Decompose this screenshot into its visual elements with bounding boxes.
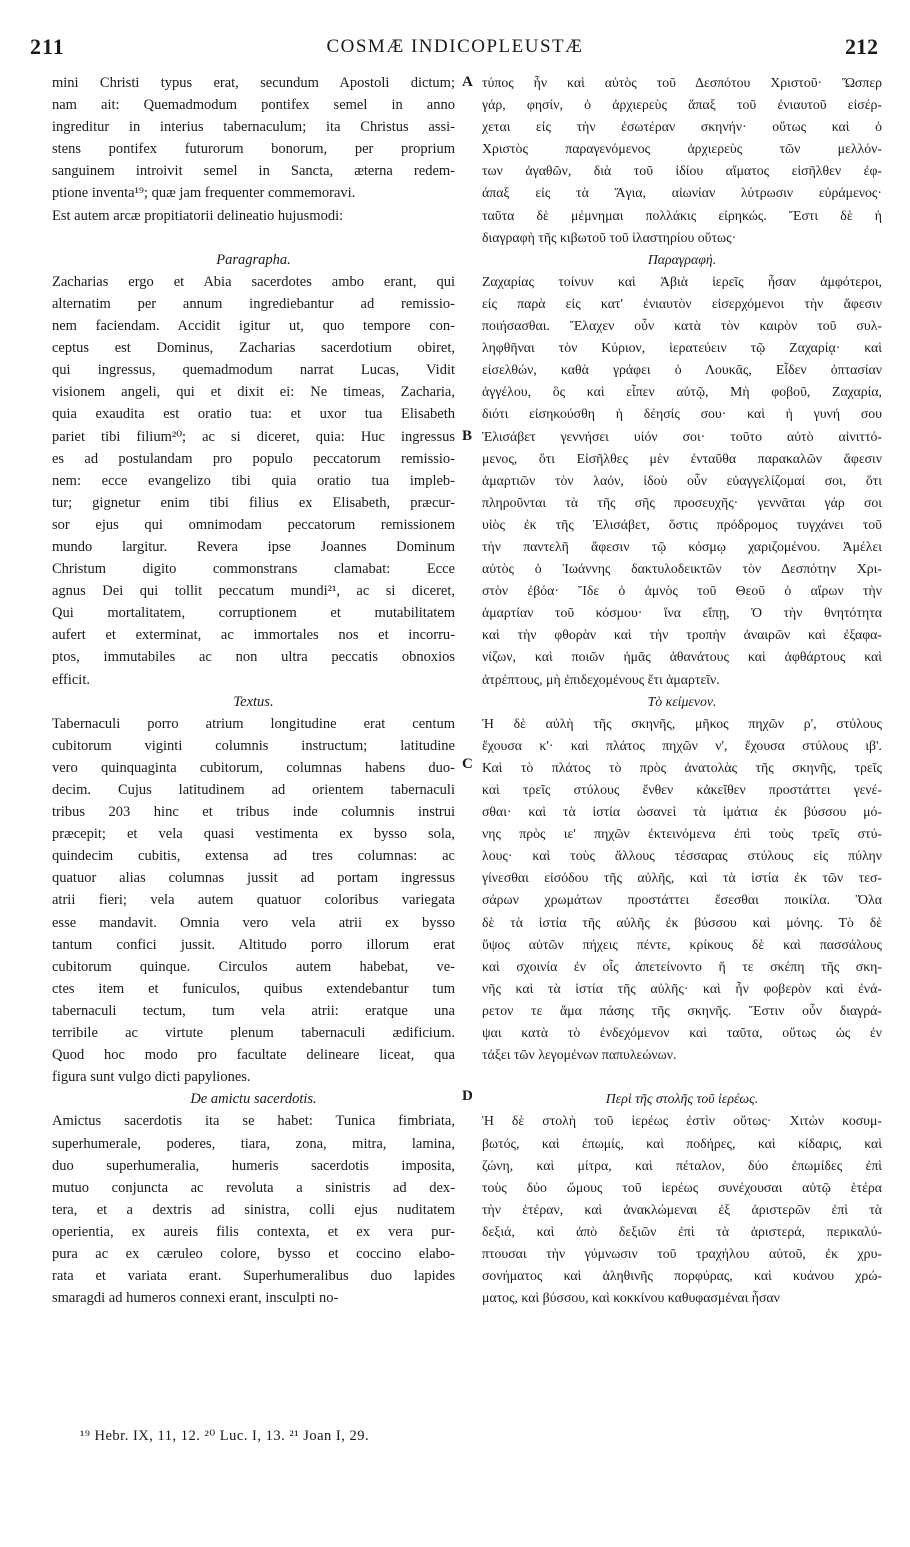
latin-line: duo superhumeralia, humeris sacerdotis imposita, <box>52 1157 455 1174</box>
margin-letter-a: A <box>462 74 473 90</box>
latin-line: tribus 203 hinc et tribus inde columnis instrui <box>52 804 455 821</box>
greek-line: γίνεσθαι εἰσόδου τῆς αὐλῆς, καὶ τὰ ἱστία ἐκ τῶν τεσ- <box>482 870 882 886</box>
latin-line: ceptus est Dominus, Zacharias sacerdotium obiret, <box>52 340 455 357</box>
latin-line: ctes item et funiculos, quibus extendebantur tum <box>52 980 455 997</box>
greek-line: υἱὸς ἐκ τῆς Ἐλισάβετ, ὅστις πρόδρομος τυγχάνει τοῦ <box>482 516 882 532</box>
greek-line: τὴν ἑτέραν, καὶ ἀνακλώμεναι ἐξ ἀριστερῶν ἐπὶ τὰ <box>482 1201 882 1217</box>
greek-line: καὶ τὴν φθορὰν καὶ τὴν τροπὴν ἀναιρῶν καὶ ἐξαφα- <box>482 627 882 643</box>
greek-line: ἁμαρτίαν τοῦ κόσμου· ἵνα εἴπῃ, Ὁ τὴν θνητότητα <box>482 605 882 621</box>
latin-line: Amictus sacerdotis ita se habet: Tunica fimbriata, <box>52 1113 455 1130</box>
latin-line: nem: ecce evangelizo tibi quia oratio tua impleb- <box>52 472 455 489</box>
greek-line: γάρ, φησίν, ὁ ἀρχιερεὺς ἅπαξ τοῦ ἐνιαυτοῦ εἰσέρ- <box>482 97 882 113</box>
margin-letter-b: B <box>462 428 473 444</box>
greek-line: ληφθῆναι τὸν Κύριον, ἱερατεύειν τῷ Ζαχαρίᾳ· καὶ <box>482 340 882 356</box>
latin-line: figura sunt vulgo dicti papyliones. <box>52 1069 251 1086</box>
latin-line: nem faciendam. Accidit igitur ut, quo tempore con- <box>52 318 455 335</box>
latin-line: Qui mortalitatem, corruptionem et mutabilitatem <box>52 605 455 622</box>
greek-line: Τὸ κείμενον. <box>647 693 717 709</box>
greek-line: ἀτρέπτους, μὴ ἐπιδεχομένους ἔτι ἁμαρτεῖν. <box>482 671 720 687</box>
greek-line: τύπος ἦν καὶ αὐτὸς τοῦ Δεσπότου Χριστοῦ· Ὥσπερ <box>482 75 882 90</box>
greek-line: Ζαχαρίας τοίνυν καὶ Ἀβιὰ ἱερεῖς ἦσαν ἀμφότεροι, <box>482 273 882 289</box>
page-number-left: 211 <box>30 34 65 59</box>
greek-line: ποιήσασθαι. Ἔλαχεν οὖν κατὰ τὸν καιρὸν τοῦ συλ- <box>482 318 882 334</box>
greek-line: διότι εἰσηκούσθη ἡ δέησίς σου· καὶ ἡ γυνή σου <box>482 406 882 422</box>
greek-line: εἰσελθών, καθὰ γράφει ὁ Λουκᾶς, Εἶδεν ὀπτασίαν <box>482 362 882 378</box>
footnotes: ¹⁹ Hebr. IX, 11, 12. ²⁰ Luc. I, 13. ²¹ Joan I, 29. <box>80 1428 370 1444</box>
greek-line: ἀγγέλου, ὃς καὶ εἶπεν αὐτῷ, Μὴ φοβοῦ, Ζαχαρία, <box>482 384 882 400</box>
greek-line: σάρων χρωμάτων προστάττει ἔσεσθαι ποικίλα. Ὅλα <box>482 892 882 908</box>
latin-line: operientia, ex aureis filis contexta, et ex vera pur- <box>52 1223 455 1240</box>
margin-letter-c: C <box>462 756 473 772</box>
latin-line: Christum digito commonstrans clamabat: Ecce <box>52 561 455 578</box>
greek-line: Περὶ τῆς στολῆς τοῦ ἱερέως. <box>605 1091 759 1107</box>
latin-line: pura ac ex cæruleo colore, bysso et coccino elabo- <box>52 1245 455 1262</box>
greek-line: σονήματος καὶ ἀληθινῆς πορφύρας, καὶ κυάνου χρώ- <box>482 1268 882 1284</box>
greek-line: ματος, καὶ βύσσου, καὶ κοκκίνου καθυφασμέναι ἦσαν <box>482 1290 780 1306</box>
greek-line: Ἡ δὲ αὐλὴ τῆς σκηνῆς, μῆκος πηχῶν ρ', στύλους <box>482 715 882 731</box>
latin-line: alternatim per annum ingrediebantur ad remissio- <box>52 295 455 312</box>
greek-line: λους· καὶ τοὺς ἄλλους τέσσαρας στύλους εἰς πύλην <box>482 848 882 864</box>
greek-line: Παραγραφή. <box>647 251 717 267</box>
greek-line: χεται εἰς τὴν ἐσωτέραν σκηνήν· οὕτως καὶ ὁ <box>482 119 882 135</box>
latin-line: tantum confici jussit. Altitudo porro illorum erat <box>52 936 455 953</box>
greek-line: σθαι· καὶ τὰ ἱστία ὡσανεὶ τὰ ἱμάτια ἐκ βύσσου μό- <box>482 804 882 820</box>
latin-column <box>52 72 455 1309</box>
greek-line: ψαι κατὰ τὸ ἐνδεχόμενον καὶ ταῦτα, οὕτως ὡς ἐν <box>482 1025 882 1041</box>
greek-line <box>482 1066 882 1088</box>
greek-line: δεξιά, καὶ ἀπὸ δεξιῶν ἐπὶ τὰ ἀριστερά, περικαλύ- <box>482 1223 882 1239</box>
latin-line: agnus Dei qui tollit peccatum mundi²¹, ac si diceret, <box>52 583 455 600</box>
greek-line: ζώνη, καὶ μίτρα, καὶ πέταλον, δύο ἐπωμίδες ἐπὶ <box>482 1157 882 1173</box>
latin-line: pariet tibi filium²⁰; ac si diceret, quia: Huc ingressus <box>52 428 455 445</box>
latin-line: mini Christi typus erat, secundum Apostoli dictum; <box>52 75 455 91</box>
latin-line: stens pontifex futurorum bonorum, per proprium <box>52 141 455 158</box>
latin-line: visionem angeli, qui et dixit ei: Ne timeas, Zacharia, <box>52 384 455 401</box>
latin-line: quindecim cubitis, extensa ad tres columnas: ac <box>52 848 455 865</box>
latin-line: esse mandavit. Omnia vero vela atrii ex bysso <box>52 914 455 931</box>
latin-line: nam ait: Quemadmodum pontifex semel in anno <box>52 97 455 114</box>
margin-letter-d: D <box>462 1088 473 1104</box>
latin-line: tur; gignetur enim tibi filius ex Elisabeth, præcur- <box>52 494 455 511</box>
latin-line: Zacharias ergo et Abia sacerdotes ambo erant, qui <box>52 273 455 290</box>
latin-line: cubitorum viginti columnis instructum; latitudine <box>52 737 455 754</box>
greek-line: ρετον τε ἅμα πάσης τῆς σκηνῆς. Ἔστιν οὖν διαγρά- <box>482 1002 882 1018</box>
greek-column <box>482 72 882 1309</box>
latin-line: præcepit; et vela quasi vestimenta ex bysso sola, <box>52 826 455 843</box>
greek-line: τάξει τῶν λεγομένων παπυλεώνων. <box>482 1047 677 1063</box>
latin-line: rata et variata erant. Superhumeralibus duo lapides <box>52 1268 455 1285</box>
running-title: COSMÆ INDICOPLEUSTÆ <box>326 36 584 57</box>
greek-line: ἁμαρτιῶν τὸν λαόν, ἰδοὺ οὖν εὐαγγελίζομαί σοι, ὅτι <box>482 472 882 488</box>
greek-line: πτουσαι τὴν γύμνωσιν τοῦ τραχήλου αὐτοῦ, ἐκ χρυ- <box>482 1245 882 1261</box>
latin-line: es ad postulandam pro populo peccatorum remissio- <box>52 450 455 467</box>
latin-line: quatuor alias columnas jussit ad portam ingressus <box>52 870 455 887</box>
greek-line: δὲ τὰ ἱστία τῆς αὐλῆς ἐκ βύσσου καὶ μόνης. Τὸ δὲ <box>482 914 882 930</box>
latin-line: ingreditur in interius tabernaculum; ita Christus assi- <box>52 119 455 136</box>
greek-line: νῆς καὶ τὰ ἱστία τῆς αὐλῆς· καὶ ἦν φοβερὸν καὶ ἐνά- <box>482 980 882 996</box>
page-header <box>0 34 910 64</box>
greek-line: των ἀγαθῶν, διὰ τοῦ ἰδίου αἵματος εἰσῆλθεν ἐφ- <box>482 163 882 179</box>
greek-line: καὶ τρεῖς στύλους ἔνθεν κἀκεῖθεν προστάττει γενέ- <box>482 782 882 797</box>
greek-line: διαγραφὴ τῆς κιβωτοῦ τοῦ ἱλαστηρίου οὕτως· <box>482 229 737 245</box>
greek-line: ὕψος αὐτῶν πήχεις πέντε, κρίκους δὲ καὶ πασσάλους <box>482 936 882 952</box>
latin-line: tera, et a dextris ad sinistra, colli ejus nuditatem <box>52 1201 455 1218</box>
latin-line: aufert et exterminat, ac immortales nos et incorru- <box>52 627 455 644</box>
latin-line: ptione inventa¹⁹; quæ jam frequenter commemoravi. <box>52 185 356 202</box>
latin-line: decim. Cujus latitudinem ad orientem tabernaculi <box>52 782 455 798</box>
greek-line: άπαξ εἰς τὰ Ἅγια, αἰωνίαν λύτρωσιν εὑράμενος· <box>482 185 882 201</box>
greek-line: Καὶ τὸ πλάτος τὸ πρὸς ἀνατολὰς τῆς σκηνῆς, τρεῖς <box>482 759 882 775</box>
latin-line: atrii fieri; vela autem quatuor coloribus variegata <box>52 892 455 909</box>
latin-line: qui ingressus, quemadmodum narrat Lucas, Vidit <box>52 362 455 379</box>
greek-line: νης πρὸς ιε' πηχῶν ἐκτεινόμενα ἐπὶ τοὺς τρεῖς στύ- <box>482 826 882 842</box>
latin-line: Paragrapha. <box>216 251 291 268</box>
latin-line: mutuo conjuncta ac revoluta a sinistris ad dex- <box>52 1179 455 1196</box>
latin-line: De amictu sacerdotis. <box>190 1091 317 1108</box>
latin-line <box>52 227 455 249</box>
latin-line: cubitorum quinque. Circulos autem habebat, ve- <box>52 958 455 975</box>
latin-line: superhumerale, poderes, tiara, zona, mitra, lamina, <box>52 1135 455 1152</box>
greek-line: ταῦτα δὲ μέμνημαι πολλάκις εἰρηκώς. Ἔστι δὲ ἡ <box>482 207 882 223</box>
latin-line: Est autem arcæ propitiatorii delineatio hujusmodi: <box>52 207 344 224</box>
greek-line: βωτός, καὶ ἐπωμίς, καὶ ποδήρες, καὶ κίδαρις, καὶ <box>482 1135 882 1151</box>
greek-line: στὸν ἐβόα· Ἴδε ὁ ἀμνὸς τοῦ Θεοῦ ὁ αἴρων τὴν <box>482 583 882 599</box>
greek-line: ἔχουσα κ'· καὶ πλάτος πηχῶν ν', ἔχουσα στύλους ιβ'. <box>482 737 882 753</box>
latin-line: efficit. <box>52 671 90 688</box>
greek-line: πληροῦνται τὰ τῆς σῆς προσευχῆς· γεννᾶται γάρ σοι <box>482 494 882 510</box>
latin-line: quia exaudita est oratio tua: et uxor tua Elisabeth <box>52 406 455 423</box>
greek-line: τοὺς δύο ὤμους τοῦ ἱερέως συνέχουσαι αὐτῷ ἑτέρα <box>482 1179 882 1195</box>
greek-line: Ἡ δὲ στολὴ τοῦ ἱερέως ἐστὶν οὕτως· Χιτὼν κοσυμ- <box>482 1113 882 1129</box>
latin-line: Tabernaculi porro atrium longitudine erat centum <box>52 715 455 732</box>
latin-line: mundo largitur. Revera ipse Joannes Dominum <box>52 538 455 555</box>
page-number-right: 212 <box>845 34 878 59</box>
greek-line: Ἐλισάβετ γεννήσει υἱόν σοι· τοῦτο αὐτὸ αἰνιττό- <box>482 428 882 444</box>
latin-line: vero quinquaginta cubitorum, columnas habens duo- <box>52 759 455 776</box>
latin-line: smaragdi ad humeros connexi erant, insculpti no- <box>52 1290 339 1307</box>
latin-line: Quod hoc modo pro facultate delineare liceat, qua <box>52 1047 455 1064</box>
greek-line: εἰς παρὰ εἰς κατ' ἐνιαυτὸν εἰσερχόμενοι τὴν ἄφεσιν <box>482 295 882 311</box>
latin-line: sor ejus qui omnimodam peccatorum remissionem <box>52 516 455 533</box>
greek-line: τὴν παντελῆ ἄφεσιν τῷ κόσμῳ χαριζομένου. Ἀμέλει <box>482 538 882 554</box>
greek-line: Χριστὸς παραγενόμενος ἀρχιερεὺς τῶν μελλόν- <box>482 141 882 157</box>
greek-line: νίζων, καὶ ποιῶν ἡμᾶς ἀθανάτους καὶ ἀφθάρτους καὶ <box>482 649 882 665</box>
latin-line: tabernaculi tectum, tum vela atrii: eratque una <box>52 1002 455 1019</box>
latin-line: sanguinem introivit semel in Sancta, æterna redem- <box>52 163 455 180</box>
latin-line: terribile ac virtute plenum tabernaculi ædificium. <box>52 1025 455 1042</box>
latin-line: ptos, immutabiles ac non ultra peccatis obnoxios <box>52 649 455 666</box>
latin-line: Textus. <box>233 693 274 710</box>
greek-line: αὐτὸς ὁ Ἰωάννης δακτυλοδεικτῶν τὸν Δεσπότην Χρι- <box>482 561 882 577</box>
greek-line: μενος, ὅτι Εἰσῆλθες μὲν ἐνταῦθα παρακαλῶν ἄφεσιν <box>482 450 882 466</box>
greek-line: καὶ σχοινία ἐν οἷς ἀπετείνοντο ἥ τε σκέπη τῆς σκη- <box>482 958 882 974</box>
